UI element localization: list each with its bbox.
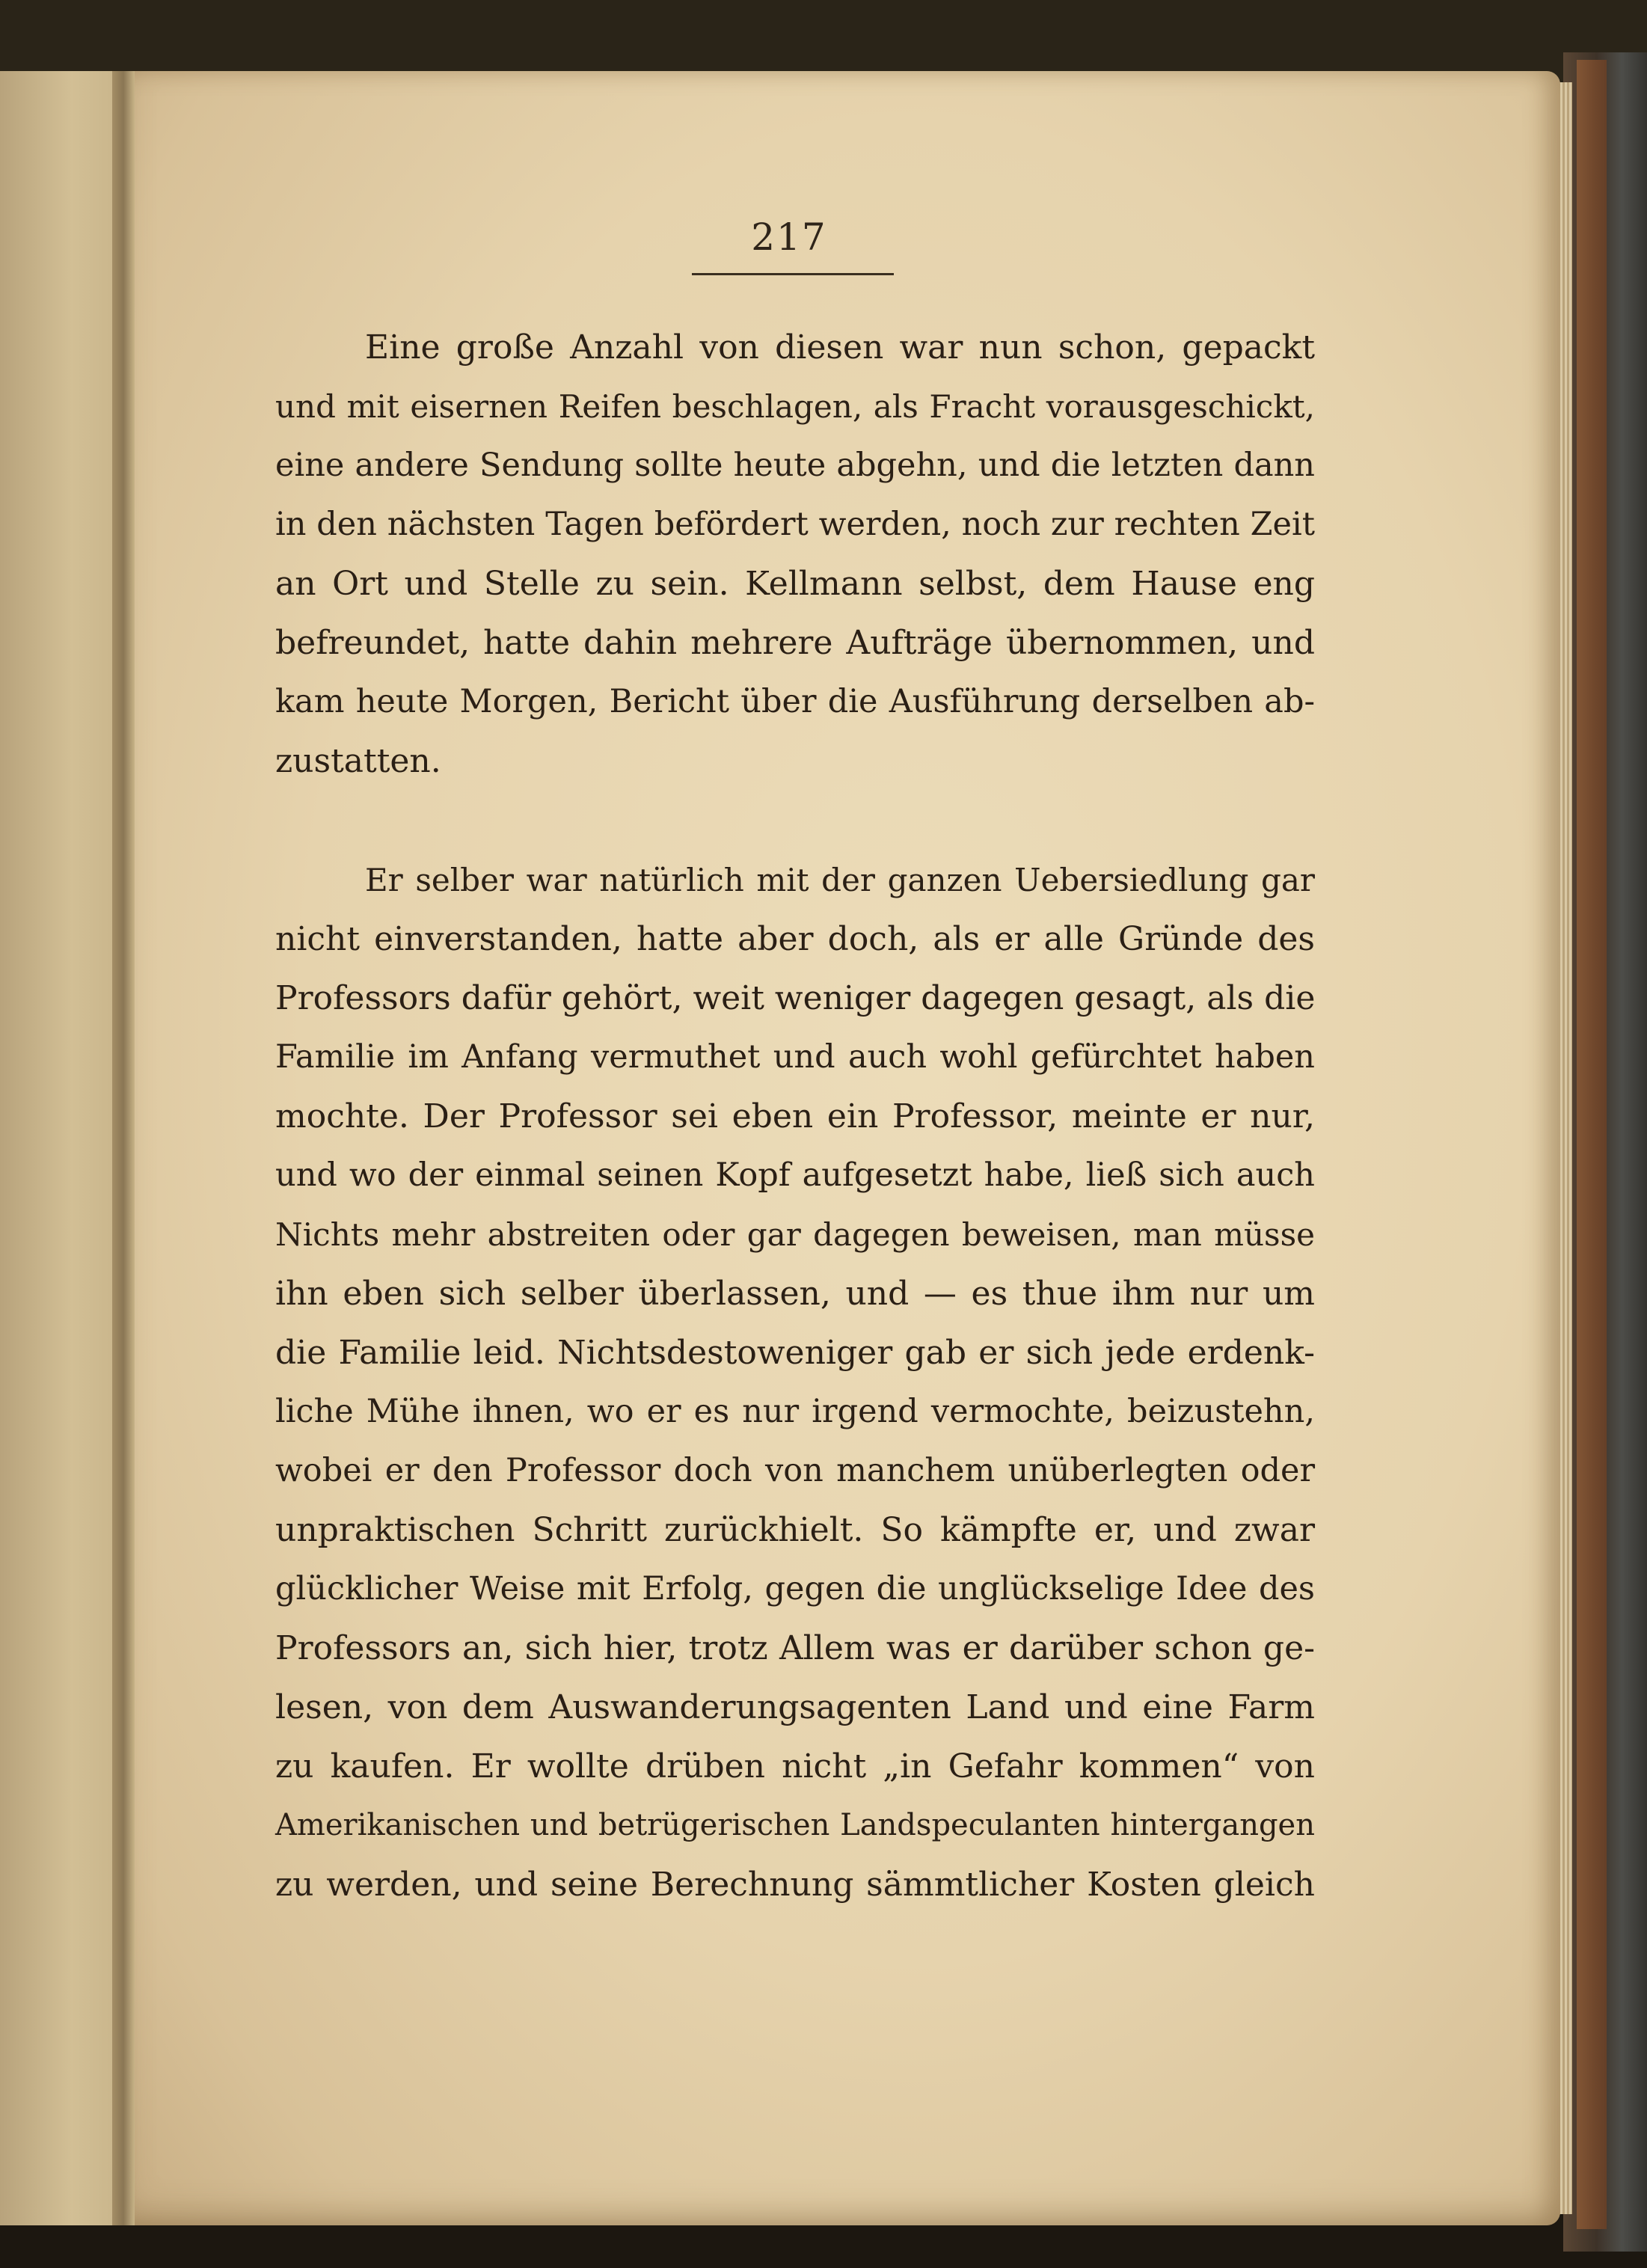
text-line: liche Mühe ihnen, wo er es nur irgend vermochte, beizustehn, xyxy=(275,1393,1315,1430)
book-gutter xyxy=(112,71,135,2225)
text-line: Professors dafür gehört, weit weniger dagegen gesagt, als die xyxy=(275,979,1316,1017)
text-line: Nichts mehr abstreiten oder gar dagegen beweisen, man müsse xyxy=(275,1216,1315,1253)
text-line: wobei er den Professor doch von manchem unüberlegten oder xyxy=(275,1452,1315,1489)
text-line: Er selber war natürlich mit der ganzen Uebersiedlung gar xyxy=(365,862,1315,898)
text-line: an Ort und Stelle zu sein. Kellmann selbst, dem Hause eng xyxy=(275,565,1315,603)
text-line: eine andere Sendung sollte heute abgehn, und die letzten dann xyxy=(275,447,1315,484)
paragraph-2 xyxy=(275,851,1315,1914)
text-line: Eine große Anzahl von diesen war nun schon, gepackt xyxy=(365,328,1315,367)
text-line: lesen, von dem Auswanderungsagenten Land und eine Farm xyxy=(275,1688,1315,1726)
text-line: Professors an, sich hier, trotz Allem was er darüber schon ge- xyxy=(275,1629,1315,1667)
text-line: die Familie leid. Nichtsdestoweniger gab er sich jede erdenk- xyxy=(275,1334,1315,1372)
facing-page-edge xyxy=(0,71,120,2225)
text-line: in den nächsten Tagen befördert werden, noch zur rechten Zeit xyxy=(275,506,1315,543)
page-number: 217 xyxy=(751,215,827,259)
text-line: zu werden, und seine Berechnung sämmtlicher Kosten gleich xyxy=(275,1866,1315,1904)
text-line: und mit eisernen Reifen beschlagen, als Fracht vorausgeschickt, xyxy=(275,388,1315,425)
text-line: ihn eben sich selber überlassen, und — es thue ihm nur um xyxy=(275,1275,1315,1313)
text-line: befreundet, hatte dahin mehrere Aufträge übernommen, und xyxy=(275,624,1315,662)
text-line: und wo der einmal seinen Kopf aufgesetzt habe, ließ sich auch xyxy=(275,1156,1315,1194)
text-line: mochte. Der Professor sei eben ein Professor, meinte er nur, xyxy=(275,1097,1315,1135)
page-number-rule xyxy=(692,273,894,275)
body-text xyxy=(275,318,1315,1914)
paragraph-gap xyxy=(275,791,1315,851)
text-line: zu kaufen. Er wollte drüben nicht „in Gefahr kommen“ von xyxy=(275,1747,1315,1786)
text-line: glücklicher Weise mit Erfolg, gegen die unglückselige Idee des xyxy=(275,1570,1315,1607)
text-line: Amerikanischen und betrügerischen Landspeculanten hintergangen xyxy=(275,1808,1315,1842)
text-line: nicht einverstanden, hatte aber doch, als er alle Gründe des xyxy=(275,920,1315,958)
text-line: unpraktischen Schritt zurückhielt. So kämpfte er, und zwar xyxy=(275,1511,1315,1549)
text-line: kam heute Morgen, Bericht über die Ausführung derselben ab- xyxy=(275,683,1315,720)
leather-binding xyxy=(1577,60,1607,2229)
paragraph-1 xyxy=(275,318,1315,791)
text-line: Familie im Anfang vermuthet und auch wohl gefürchtet haben xyxy=(275,1038,1315,1076)
text-line: zustatten. xyxy=(275,742,441,780)
